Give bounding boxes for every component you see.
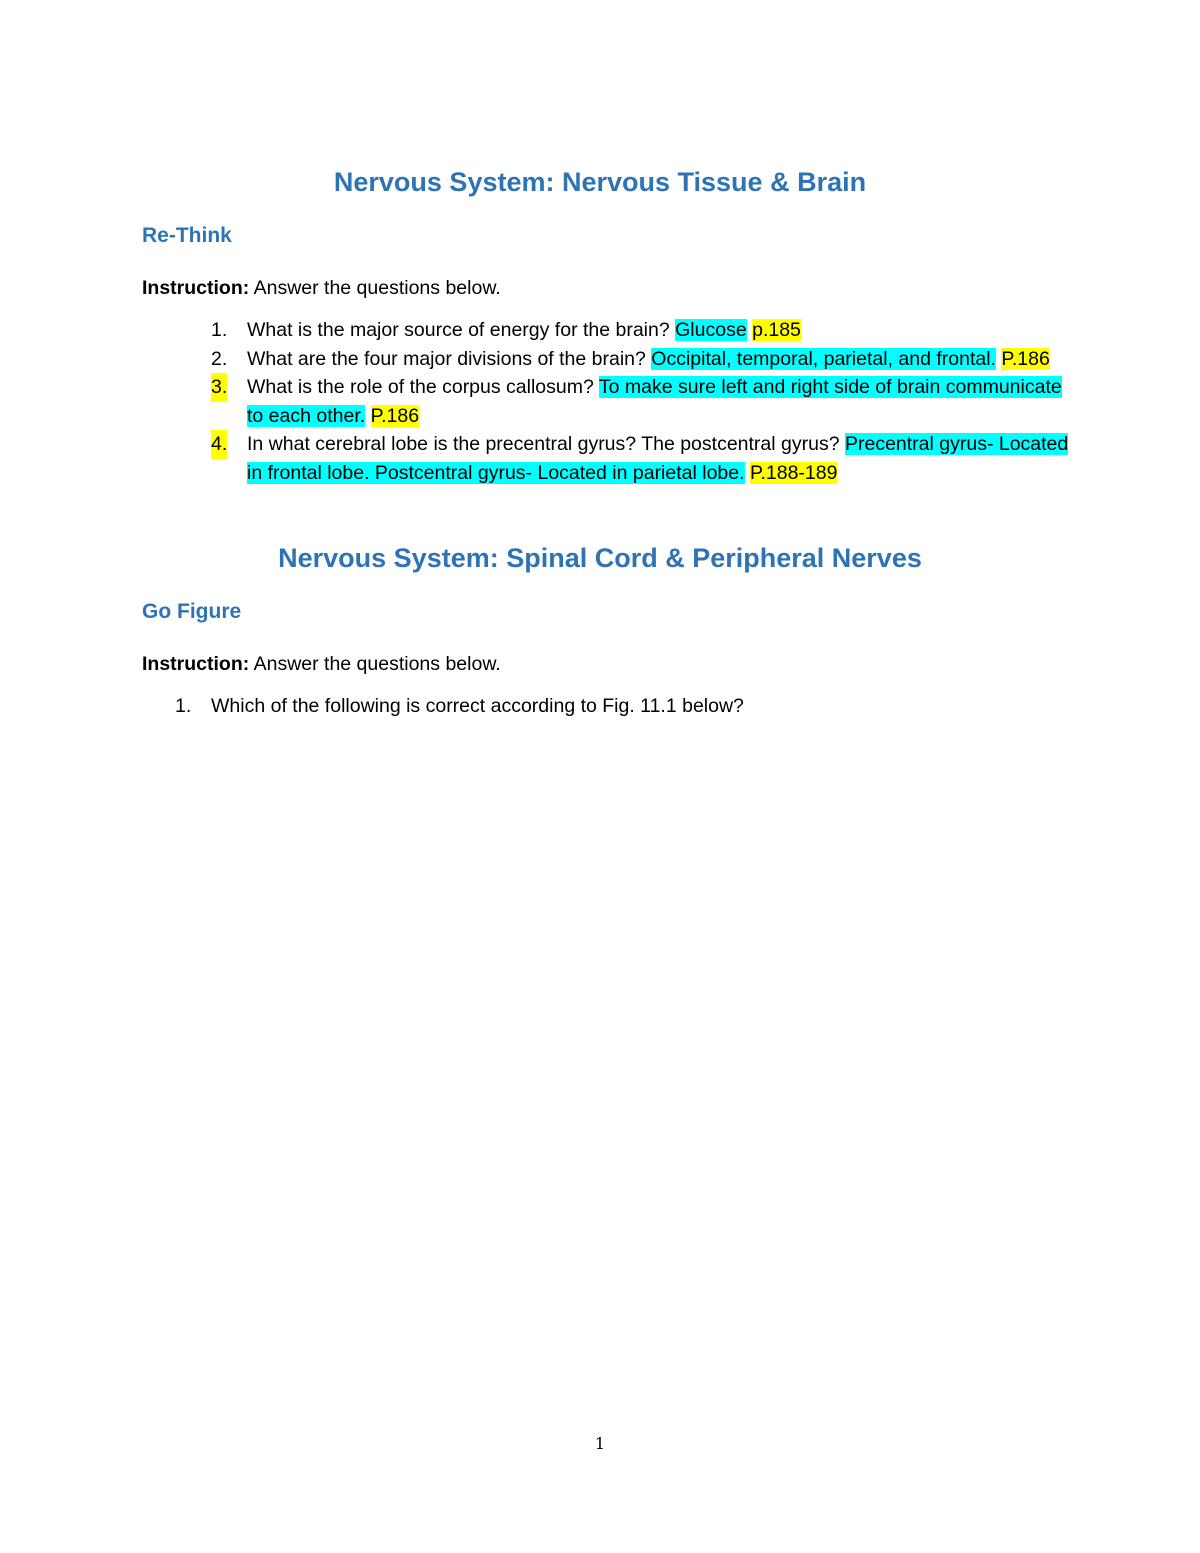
page-reference: P.188-189 (749, 461, 838, 484)
question-1 (175, 692, 1075, 721)
question-2 (211, 345, 1071, 374)
question-number: 4. (211, 430, 227, 459)
answer-text: Glucose (675, 319, 747, 341)
instruction-text: Answer the questions below. (249, 653, 501, 675)
section1-question-list (211, 316, 1071, 487)
section1-subheading: Re-Think (142, 224, 232, 247)
section2-instruction (142, 651, 501, 677)
section1-title: Nervous System: Nervous Tissue & Brain (333, 167, 867, 197)
page-reference: P.186 (370, 404, 420, 427)
instruction-text: Answer the questions below. (249, 277, 501, 299)
question-3 (211, 373, 1071, 430)
question-number: 3. (211, 373, 227, 402)
answer-text: Precentral gyrus- Located in frontal lobe. Postcentral gyrus- Located in parietal lobe. (247, 433, 1069, 484)
question-text: What are the four major divisions of the brain? (247, 347, 652, 370)
instruction-label: Instruction: (142, 653, 250, 675)
instruction-label: Instruction: (142, 277, 250, 299)
section2-title: Nervous System: Spinal Cord & Peripheral Nerves (278, 543, 922, 573)
question-text: What is the role of the corpus callosum? (247, 376, 599, 398)
answer-text: To make sure left and right side of brain communicate to each other. (247, 376, 1062, 427)
page-reference: P.186 (1001, 347, 1050, 370)
question-1 (211, 316, 1071, 345)
page-reference: p.185 (752, 319, 801, 341)
question-4 (211, 430, 1071, 487)
section2-question-list (175, 692, 1075, 721)
question-text: Which of the following is correct according to Fig. 11.1 below? (211, 695, 744, 717)
section2-subheading: Go Figure (142, 600, 242, 623)
section1-instruction (142, 275, 501, 301)
question-number: 2. (211, 347, 228, 370)
answer-text: Occipital, temporal, parietal, and frontal. (651, 347, 996, 370)
question-text: What is the major source of energy for the brain? (247, 319, 676, 341)
page-number: 1 (594, 1434, 606, 1453)
question-text: In what cerebral lobe is the precentral gyrus? The postcentral gyrus? (247, 433, 845, 455)
question-number: 1. (211, 319, 228, 341)
question-number: 1. (175, 695, 192, 717)
